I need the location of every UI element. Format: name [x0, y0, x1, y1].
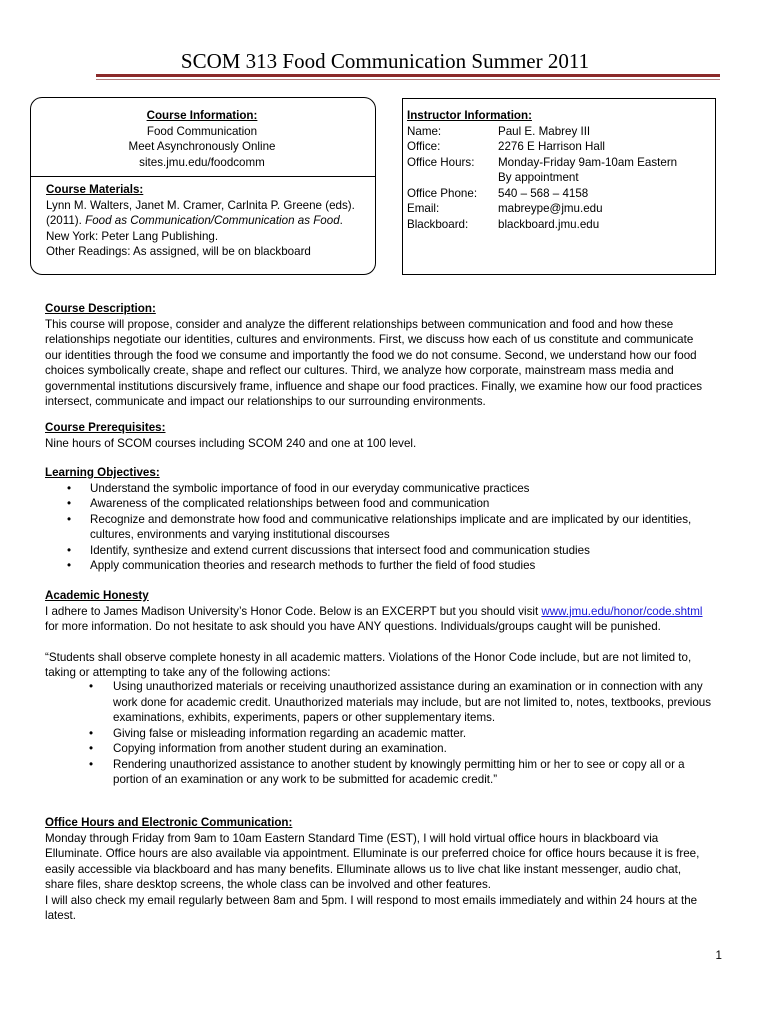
course-materials-line: New York: Peter Lang Publishing.: [46, 229, 219, 243]
course-description-line: This course will propose, consider and analyze the different relationships between communication and food and how these: [45, 317, 674, 331]
course-description: [45, 301, 725, 410]
instructor-row: [407, 170, 712, 186]
instructor-info: [407, 108, 712, 232]
course-materials: [46, 182, 371, 260]
course-info-divider: [30, 176, 376, 177]
instructor-value: Monday-Friday 9am-10am Eastern: [498, 155, 678, 169]
honor-code-link[interactable]: www.jmu.edu/honor/code.shtml: [541, 604, 703, 618]
list-item: • Copying information from another student during an examination.: [45, 741, 720, 757]
office-hours-line: latest.: [45, 909, 76, 922]
objectives-heading: Learning Objectives:: [45, 466, 160, 479]
list-item: • Apply communication theories and research methods to further the field of food studies: [45, 558, 715, 574]
list-item: • Awareness of the complicated relationships between food and communication: [45, 496, 715, 512]
instructor-row: [407, 139, 712, 155]
course-description-line: intersect, communicate and impact our relationships to our surrounding environments.: [45, 395, 486, 408]
course-materials-year: (2011).: [46, 214, 86, 227]
list-item: • Giving false or misleading information regarding an academic matter.: [45, 726, 720, 742]
title-rule: [96, 74, 720, 77]
academic-honesty: [45, 588, 725, 681]
course-info-line: Meet Asynchronously Online: [128, 140, 276, 153]
honesty-intro-cont: for more information. Do not hesitate to ask should you have ANY questions. Individuals/groups caught will be punished.: [45, 620, 661, 633]
instructor-label: Email:: [407, 202, 440, 215]
instructor-value: 540 – 568 – 4158: [498, 186, 589, 200]
instructor-label: Office Hours:: [407, 155, 475, 169]
instructor-value: blackboard.jmu.edu: [498, 217, 600, 231]
course-materials-line: [46, 213, 371, 229]
course-description-line: our identities through the food we consume and importantly the food we do not consume. Second, we understand how our food: [45, 348, 697, 362]
office-hours-heading: Office Hours and Electronic Communication:: [45, 816, 293, 829]
office-hours-line: easily accessible via blackboard and has many benefits. Elluminate allows us to live chat like instant messenger, audio chat,: [45, 862, 682, 876]
honesty-heading: Academic Honesty: [45, 589, 149, 602]
violations-list: [45, 679, 720, 788]
office-hours-line: share files, share desktop screens, the whole class can be involved and other features.: [45, 878, 491, 891]
course-info: [30, 108, 374, 170]
course-description-line: choices symbolically create, shape and reflect our cultures. Third, we analyze how corporate, mainstream mass media and: [45, 364, 674, 377]
course-info-line: sites.jmu.edu/foodcomm: [139, 155, 265, 169]
instructor-label: Name:: [407, 124, 442, 138]
instructor-label: Office:: [407, 140, 441, 153]
course-info-line: Food Communication: [146, 124, 258, 138]
list-item: • Understand the symbolic importance of food in our everyday communicative practices: [45, 481, 715, 497]
instructor-row: [407, 186, 712, 202]
instructor-row: [407, 155, 712, 171]
list-item: • Recognize and demonstrate how food and communicative relationships implicate and are implicated by our identities, cultures, environments and varying institutional discourses: [45, 512, 715, 543]
instructor-value: Paul E. Mabrey III: [498, 124, 591, 138]
honesty-intro-text: I adhere to James Madison University’s Honor Code. Below is an EXCERPT but you should visit: [45, 604, 542, 618]
instructor-value: By appointment: [498, 171, 579, 184]
instructor-row: [407, 124, 712, 140]
honesty-intro: [45, 604, 725, 620]
course-materials-heading: Course Materials:: [46, 183, 144, 196]
course-prerequisites: [45, 420, 725, 451]
page-title: SCOM 313 Food Communication Summer 2011: [180, 49, 590, 73]
instructor-row: [407, 201, 712, 217]
course-info-heading: Course Information:: [146, 109, 258, 122]
course-materials-line: Other Readings: As assigned, will be on blackboard: [46, 245, 311, 258]
course-description-line: governmental institutions discursively frame, influence and shape our food practices. Finally, we examine how our food practices: [45, 379, 703, 393]
instructor-row: [407, 217, 712, 233]
instructor-heading: Instructor Information:: [407, 109, 532, 122]
list-item: • Rendering unauthorized assistance to another student by knowingly permitting him or her to see or copy all or a portion of an examination or any work to be submitted for academic credit.”: [45, 757, 720, 788]
page-number: 1: [715, 949, 722, 962]
course-materials-line: Lynn M. Walters, Janet M. Cramer, Carlnita P. Greene (eds).: [46, 198, 355, 212]
office-hours-line: I will also check my email regularly between 8am and 5pm. I will respond to most emails immediately and within 24 hours at the: [45, 893, 698, 907]
instructor-label: Office Phone:: [407, 186, 478, 200]
instructor-value: 2276 E Harrison Hall: [498, 140, 605, 153]
course-description-line: relationships negotiate our identities, cultures and environments. First, we discuss how each of us constitute and communicate: [45, 333, 694, 346]
instructor-label: Blackboard:: [407, 217, 469, 231]
title-rule-thin: [96, 79, 720, 80]
prerequisites-heading: Course Prerequisites:: [45, 421, 166, 434]
honesty-quote: “Students shall observe complete honesty in all academic matters. Violations of the Honor Code include, but are not limited to,: [45, 650, 692, 664]
learning-objectives: [45, 465, 715, 574]
honesty-violations: [45, 679, 720, 788]
office-hours-line: Elluminate. Office hours are also available via appointment. Elluminate is our preferred choice for office hours because it is free,: [45, 847, 700, 860]
objectives-list: [45, 481, 715, 574]
honesty-quote: taking or attempting to take any of the following actions:: [45, 666, 331, 679]
office-hours-line: Monday through Friday from 9am to 10am Eastern Standard Time (EST), I will hold virtual office hours in blackboard via: [45, 831, 659, 845]
office-hours-section: [45, 815, 725, 924]
list-item: • Identify, synthesize and extend current discussions that intersect food and communication studies: [45, 543, 715, 559]
instructor-value: mabreype@jmu.edu: [498, 202, 603, 215]
prerequisites-text: Nine hours of SCOM courses including SCOM 240 and one at 100 level.: [45, 436, 417, 450]
course-description-heading: Course Description:: [45, 302, 156, 315]
course-materials-period: .: [339, 214, 343, 227]
textbook-title: Food as Communication/Communication as Food: [85, 214, 340, 227]
list-item: • Using unauthorized materials or receiving unauthorized assistance during an examination or in connection with any work done for academic credit. Unauthorized materials may include, but are not limited to, notes, textbooks, previous examinations, exhibits, experiments, papers or other supplementary items.: [45, 679, 720, 726]
